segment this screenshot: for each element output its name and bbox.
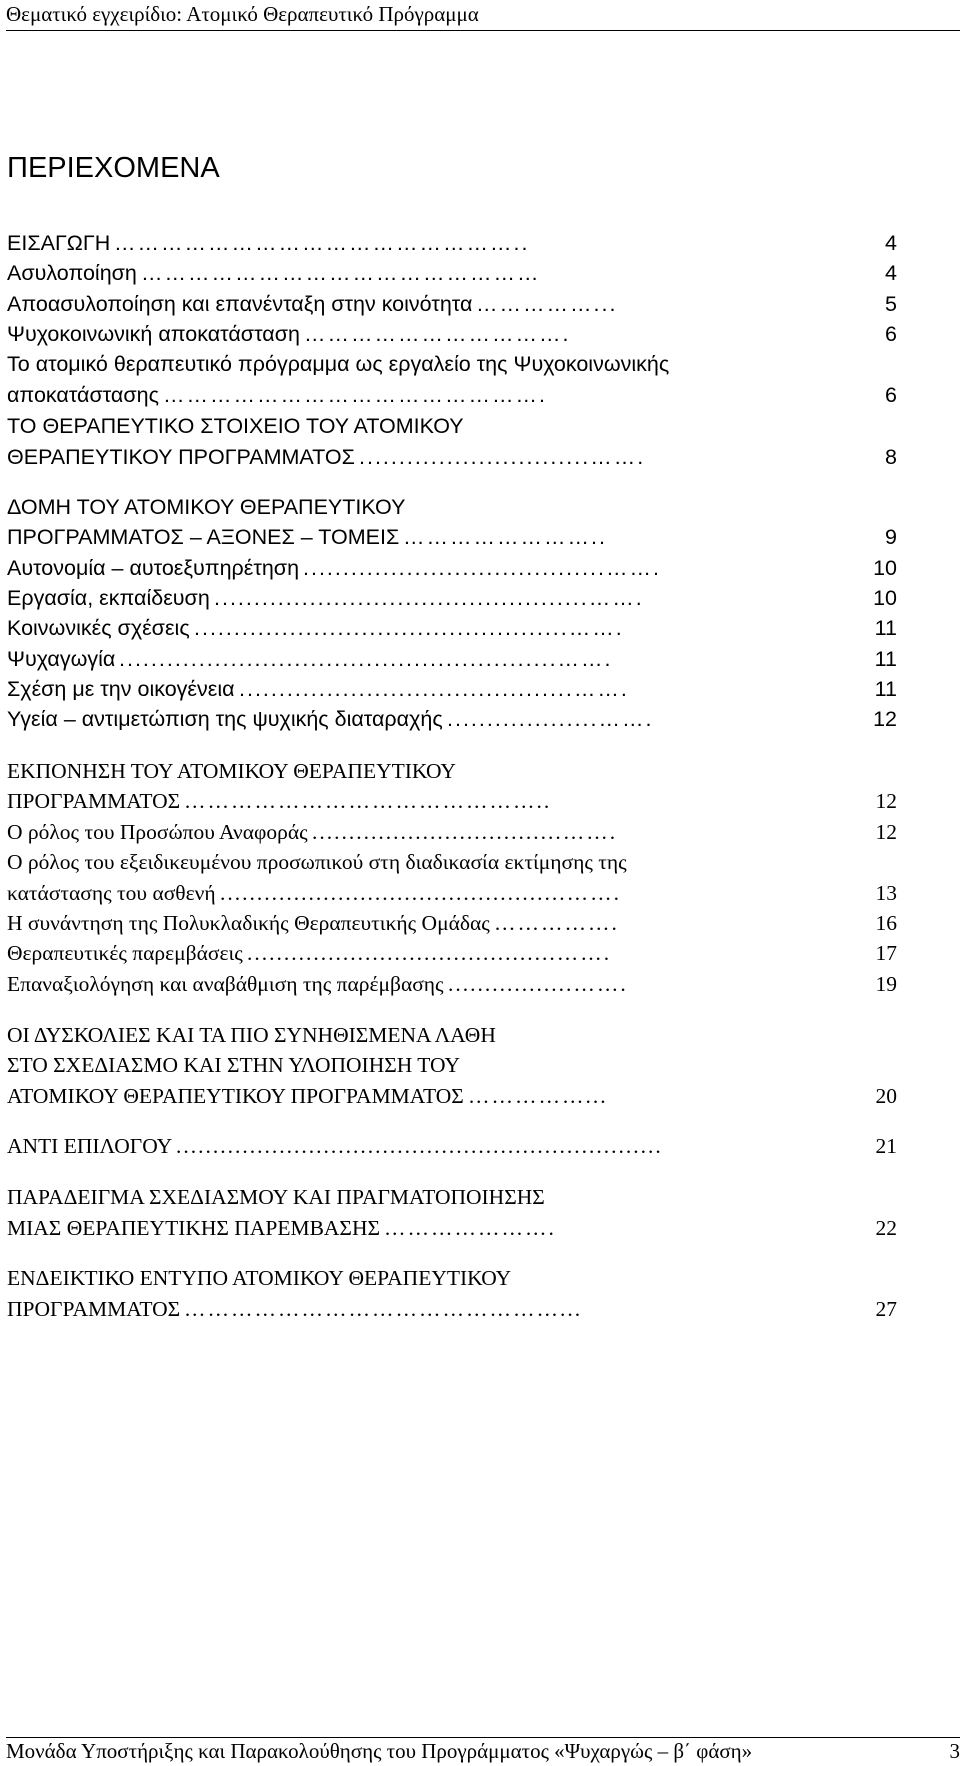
toc-entry-text: ΕΝΔΕΙΚΤΙΚΟ ΕΝΤΥΠΟ ΑΤΟΜΙΚΟΥ ΘΕΡΑΠΕΥΤΙΚΟΥ (7, 1266, 512, 1290)
toc-entry-leader: ..........................................……. (247, 941, 612, 965)
toc-entry-leader: …………………………………………… (141, 261, 541, 285)
toc-entry[interactable] (7, 613, 897, 643)
toc-entry-page: 4 (885, 231, 897, 255)
toc-entry-page: 10 (873, 586, 897, 610)
toc-entry[interactable] (7, 644, 897, 674)
toc-entry[interactable] (7, 704, 897, 734)
toc-entry[interactable] (7, 786, 897, 816)
toc-entry-text: ΑΤΟΜΙΚΟΥ ΘΕΡΑΠΕΥΤΙΚΟΥ ΠΡΟΓΡΑΜΜΑΤΟΣ (7, 1084, 464, 1108)
toc-entry-text: ΕΚΠΟΝΗΣΗ ΤΟΥ ΑΤΟΜΙΚΟΥ ΘΕΡΑΠΕΥΤΙΚΟΥ (7, 759, 456, 783)
toc-entry[interactable] (7, 1294, 897, 1324)
toc-entry-page: 6 (885, 383, 897, 407)
page-footer (6, 1739, 960, 1766)
toc-entry-text: Υγεία – αντιμετώπιση της ψυχικής διαταραχής (7, 707, 443, 731)
toc-entry-leader: ……………... (468, 1084, 608, 1108)
toc-entry[interactable] (7, 756, 897, 786)
toc-entry[interactable] (7, 553, 897, 583)
toc-entry-text: ΘΕΡΑΠΕΥΤΙΚΟΥ ΠΡΟΓΡΑΜΜΑΤΟΣ (7, 445, 355, 469)
toc-entry[interactable] (7, 411, 897, 441)
toc-entry-text: ΠΡΟΓΡΑΜΜΑΤΟΣ – ΑΞΟΝΕΣ – ΤΟΜΕΙΣ (7, 525, 400, 549)
toc-entry-leader: …………………………………………….. (114, 231, 530, 255)
toc-entry[interactable] (7, 938, 897, 968)
toc-entry-leader: ..........................................……. (239, 677, 629, 701)
toc-entry-leader: …………………………………………... (184, 1297, 583, 1321)
toc-entry-leader: .................................................................. (176, 1134, 663, 1158)
toc-entry-leader: ……………………………………….. (184, 789, 552, 813)
toc-entry[interactable] (7, 817, 897, 847)
toc-entry-text: κατάστασης του ασθενή (7, 881, 216, 905)
toc-entry[interactable] (7, 442, 897, 472)
toc-entry-leader: …………………. (384, 1216, 556, 1240)
toc-entry[interactable] (7, 319, 897, 349)
toc-entry-text: ΟΙ ΔΥΣΚΟΛΙΕΣ ΚΑΙ ΤΑ ΠΙΟ ΣΥΝΗΘΙΣΜΕΝΑ ΛΑΘΗ (7, 1023, 496, 1047)
toc-entry-leader: ...............................................……. (220, 881, 621, 905)
toc-entry-text: Ασυλοποίηση (7, 261, 137, 285)
toc-entry[interactable] (7, 258, 897, 288)
toc-entry[interactable] (7, 1081, 897, 1111)
toc-entry[interactable] (7, 1182, 897, 1212)
toc-entry-text: ΔΟΜΗ ΤΟΥ ΑΤΟΜΙΚΟΥ ΘΕΡΑΠΕΥΤΙΚΟΥ (7, 495, 406, 519)
toc-entry-text: Ψυχαγωγία (7, 647, 116, 671)
toc-entry-text: ΤΟ ΘΕΡΑΠΕΥΤΙΚΟ ΣΤΟΙΧΕΙΟ ΤΟΥ ΑΤΟΜΙΚΟΥ (7, 414, 464, 438)
toc-entry-text: Ο ρόλος του εξειδικευμένου προσωπικού στη διαδικασία εκτίμησης της (7, 850, 627, 874)
toc-entry-text: Κοινωνικές σχέσεις (7, 616, 190, 640)
toc-entry[interactable] (7, 1131, 897, 1161)
toc-entry[interactable] (7, 228, 897, 258)
footer-text: Μονάδα Υποστήριξης και Παρακολούθησης του Προγράμματος «Ψυχαργώς – β΄ φάση» (6, 1739, 753, 1763)
toc-entry[interactable] (7, 969, 897, 999)
toc-entry[interactable] (7, 349, 897, 379)
toc-entry-text: Επαναξιολόγηση και αναβάθμιση της παρέμβασης (7, 972, 444, 996)
toc-entry-text: ΠΡΟΓΡΑΜΜΑΤΟΣ (7, 1297, 181, 1321)
toc-entry-page: 22 (875, 1216, 897, 1240)
toc-entry-page: 17 (875, 941, 897, 965)
page-header (6, 0, 960, 31)
toc-entry-page: 9 (885, 525, 897, 549)
toc-entry-page: 6 (885, 322, 897, 346)
toc-entry[interactable] (7, 908, 897, 938)
toc-entry-text: Η συνάντηση της Πολυκλαδικής Θεραπευτικής Ομάδας (7, 911, 490, 935)
toc-entry-page: 5 (885, 292, 897, 316)
toc-entry-page: 20 (875, 1084, 897, 1108)
toc-entry-page: 4 (885, 261, 897, 285)
header-title: Θεματικό εγχειρίδιο: Ατομικό Θεραπευτικό Πρόγραμμα (6, 2, 479, 26)
toc-entry-page: 12 (875, 820, 897, 844)
toc-entry-leader: .......................................................……. (119, 647, 613, 671)
toc-entry-page: 13 (875, 881, 897, 905)
toc-entry-text: ΣΤΟ ΣΧΕΔΙΑΣΜΟ ΚΑΙ ΣΤΗΝ ΥΛΟΠΟΙΗΣΗ ΤΟΥ (7, 1053, 460, 1077)
toc-entry-leader: .............................……. (359, 445, 646, 469)
toc-entry-text: ΜΙΑΣ ΘΕΡΑΠΕΥΤΙΚΗΣ ΠΑΡΕΜΒΑΣΗΣ (7, 1216, 380, 1240)
toc-entry[interactable] (7, 583, 897, 613)
toc-entry-page: 11 (874, 677, 897, 701)
toc-entry-text: Ο ρόλος του Προσώπου Αναφοράς (7, 820, 308, 844)
toc-entry-leader: …………………….. (403, 525, 607, 549)
toc-entry-leader: ......................................……. (303, 556, 661, 580)
toc-entry[interactable] (7, 289, 897, 319)
toc-entry-text: Ψυχοκοινωνική αποκατάσταση (7, 322, 300, 346)
toc-entry[interactable] (7, 522, 897, 552)
toc-entry-leader: ...................……. (447, 707, 654, 731)
toc-entry-page: 10 (873, 556, 897, 580)
toc-entry[interactable] (7, 1263, 897, 1293)
toc-entry-page: 27 (875, 1297, 897, 1321)
toc-title: ΠΕΡΙΕΧΟΜΕΝΑ (7, 152, 220, 184)
toc-entry-text: Το ατομικό θεραπευτικό πρόγραμμα ως εργαλείο της Ψυχοκοινωνικής (7, 352, 670, 376)
toc-entry-leader: ...............................................……. (194, 616, 624, 640)
toc-entry-page: 16 (875, 911, 897, 935)
toc-entry-text: αποκατάστασης (7, 383, 159, 407)
toc-entry-text: ΠΡΟΓΡΑΜΜΑΤΟΣ (7, 789, 181, 813)
toc-entry-text: Σχέση με την οικογένεια (7, 677, 235, 701)
toc-entry-text: ΠΑΡΑΔΕΙΓΜΑ ΣΧΕΔΙΑΣΜΟΥ ΚΑΙ ΠΡΑΓΜΑΤΟΠΟΙΗΣΗΣ (7, 1185, 545, 1209)
toc-entry-leader: ……………………………. (304, 322, 571, 346)
toc-entry-page: 19 (875, 972, 897, 996)
toc-entry-leader: ...............................................……. (214, 586, 644, 610)
footer-rule (6, 1737, 960, 1738)
toc-entry-text: Θεραπευτικές παρεμβάσεις (7, 941, 243, 965)
toc-entry[interactable] (7, 878, 897, 908)
toc-entry[interactable] (7, 674, 897, 704)
footer-page-number: 3 (949, 1739, 960, 1763)
toc-entry[interactable] (7, 380, 897, 410)
toc-entry-page: 12 (875, 789, 897, 813)
toc-entry-leader: ……………... (476, 292, 618, 316)
toc-entry-leader: …………………………………………. (163, 383, 547, 407)
toc-entry[interactable] (7, 847, 897, 877)
toc-entry-page: 21 (875, 1134, 897, 1158)
toc-entry-page: 12 (873, 707, 897, 731)
toc-entry-leader: ……………. (494, 911, 619, 935)
toc-entry[interactable] (7, 1213, 897, 1243)
toc-entry[interactable] (7, 1050, 897, 1080)
toc-entry-text: ΕΙΣΑΓΩΓΗ (7, 231, 111, 255)
toc-entry-leader: .................……. (448, 972, 628, 996)
toc-entry-page: 11 (874, 616, 897, 640)
toc-entry-leader: ..................................……. (312, 820, 618, 844)
toc-entry-page: 8 (885, 445, 897, 469)
toc-entry-page: 11 (874, 647, 897, 671)
toc-entry[interactable] (7, 492, 897, 522)
toc-entry-text: Αυτονομία – αυτοεξυπηρέτηση (7, 556, 300, 580)
toc-entry-text: Εργασία, εκπαίδευση (7, 586, 210, 610)
toc-entry-text: Αποασυλοποίηση και επανένταξη στην κοινότητα (7, 292, 473, 316)
toc-entry[interactable] (7, 1020, 897, 1050)
toc-entry-text: ΑΝΤΙ ΕΠΙΛΟΓΟΥ (7, 1134, 173, 1158)
